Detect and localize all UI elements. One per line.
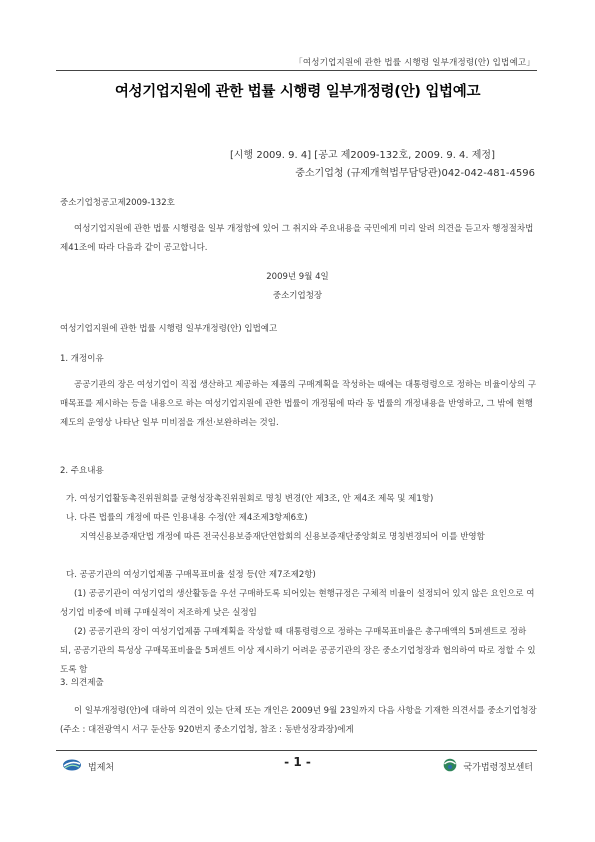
item-da-2: (2) 공공기관의 장이 여성기업제품 구매계획을 작성할 때 대통령령으로 정하는 구매목표비율은 총구매액의 5퍼센트로 정하되, 공공기관의 특성상 구매목표비율을 5퍼센트 이상 제시하기 어려운 공공기관의 장은 중소기업청장과 협의하여 따로 정할 수 있도록 함 xyxy=(60,627,536,675)
page-title: 여성기업지원에 관한 법률 시행령 일부개정령(안) 입법예고 xyxy=(114,84,481,100)
subject-line: 여성기업지원에 관한 법률 시행령 일부개정령(안) 입법예고 xyxy=(60,324,278,334)
footer-left-label: 법제처 xyxy=(88,763,115,773)
intro-paragraph: 여성기업지원에 관한 법률 시행령을 일부 개정함에 있어 그 취지와 주요내용을 국민에게 미리 알려 의견을 듣고자 행정절차법 제41조에 따라 다음과 같이 공고합니다. xyxy=(60,224,534,253)
section-1-title: 1. 개정이유 xyxy=(60,354,104,364)
notice-number: 중소기업청공고제2009-132호 xyxy=(60,198,175,208)
section-1-body: 공공기관의 장은 여성기업이 직접 생산하고 제공하는 제품의 구매계획을 작성하는 때에는 대통령령으로 정하는 비율이상의 구매목표를 제시하는 등을 내용으로 하는 여성기업지원에 관한 법률이 개정됨에 따라 동 법률의 개정내용을 반영하고, 그 밖에 현행 제도의 운영상 나타난 일부 미비점을 개선·보완하려는 것임. xyxy=(60,380,537,428)
section-3-body: 이 일부개정령(안)에 대하여 의견이 있는 단체 또는 개인은 2009년 9월 23일까지 다음 사항을 기재한 의견서를 중소기업청장(주소 : 대전광역시 서구 둔산동 920번지 중소기업청, 참조 : 동반성장과장)에게 xyxy=(60,706,537,735)
agency-line: 중소기업청 (규제개혁법무담당관)042-042-481-4596 xyxy=(295,168,535,179)
item-ga: 가. 여성기업활동촉진위원회를 균형성장촉진위원회로 명칭 변경(안 제3조, 안 제4조 제목 및 제1항) xyxy=(66,494,434,504)
item-da: 다. 공공기관의 여성기업제품 구매목표비율 설정 등(안 제7조제2항) xyxy=(66,570,316,580)
header-rule xyxy=(56,70,537,71)
item-na: 나. 다른 법률의 개정에 따른 인용내용 수정(안 제4조제3항제6호) xyxy=(66,513,308,523)
notice-date: 2009년 9월 4일 xyxy=(266,272,329,282)
running-title: 「여성기업지원에 관한 법률 시행령 일부개정령(안) 입법예고」 xyxy=(294,58,535,68)
footer-rule xyxy=(56,750,537,751)
issuer: 중소기업청장 xyxy=(272,291,323,301)
section-2-title: 2. 주요내용 xyxy=(60,466,104,476)
item-na-body: 지역신용보증재단법 개정에 따른 전국신용보증재단연합회의 신용보증재단중앙회로 명칭변경되어 이를 반영함 xyxy=(80,532,485,542)
footer-right-label: 국가법령정보센터 xyxy=(463,763,533,773)
page-number: - 1 - xyxy=(284,755,311,769)
section-3-title: 3. 의견제출 xyxy=(60,678,104,688)
law-center-logo-icon xyxy=(443,758,457,775)
footer-right xyxy=(443,758,533,775)
item-da-1: (1) 공공기관이 여성기업의 생산활동을 우선 구매하도록 되어있는 현행규정은 구체적 비율이 설정되어 있지 않은 요인으로 여성기업 비중에 비해 구매실적이 저조하게 낮은 실정임 xyxy=(60,589,535,618)
meta-line: [시행 2009. 9. 4] [공고 제2009-132호, 2009. 9. 4. 제정] xyxy=(229,150,495,161)
